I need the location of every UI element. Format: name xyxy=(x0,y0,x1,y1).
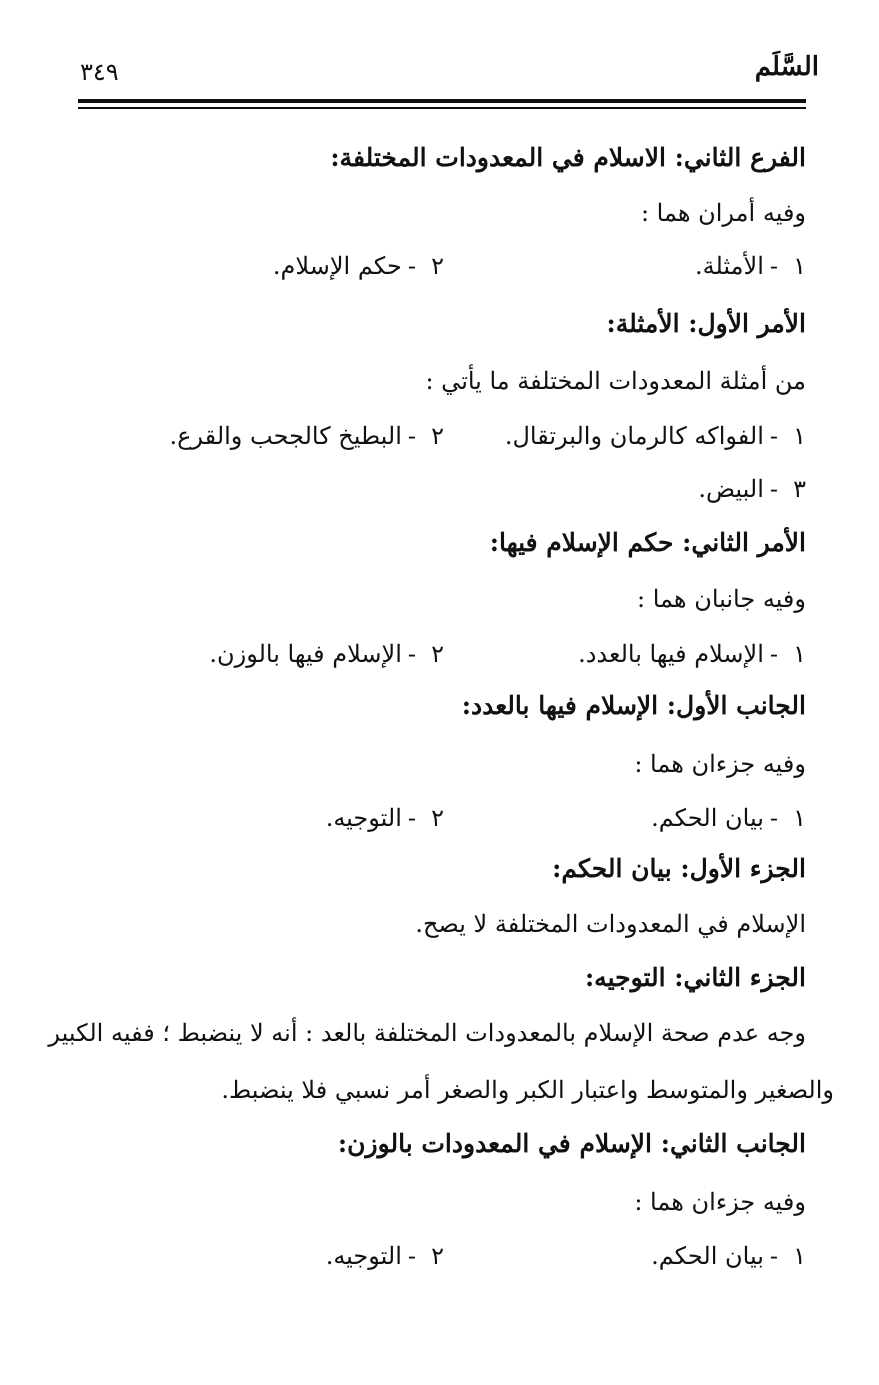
list-number: ١ xyxy=(793,640,806,668)
list-number: ٢ xyxy=(431,804,444,832)
list-text: حكم الإسلام. xyxy=(272,252,402,280)
enumeration-row xyxy=(150,801,806,835)
paragraph: من أمثلة المعدودات المختلفة ما يأتي : xyxy=(425,367,806,395)
list-item: ١-الأمثلة. xyxy=(695,249,806,283)
enumeration-row xyxy=(150,249,806,283)
header-rule-thick xyxy=(78,99,806,103)
paragraph: وفيه جزءان هما : xyxy=(634,750,806,778)
list-item: ١-بيان الحكم. xyxy=(651,1239,806,1273)
paragraph-line: وجه عدم صحة الإسلام بالمعدودات المختلفة بالعد : أنه لا ينضبط ؛ ففيه الكبير xyxy=(48,1019,806,1047)
enumeration-row xyxy=(150,637,806,671)
list-number: ٢ xyxy=(431,422,444,450)
heading-subsection: الأمر الأول: الأمثلة: xyxy=(606,309,806,338)
list-text: البيض. xyxy=(698,475,764,503)
list-text: بيان الحكم. xyxy=(651,1242,764,1270)
running-header-title: السَّلَم xyxy=(754,52,819,82)
list-number: ٢ xyxy=(431,1242,444,1270)
heading-subsection: الجزء الثاني: التوجيه: xyxy=(584,963,806,992)
list-item: ١-الفواكه كالرمان والبرتقال. xyxy=(505,419,806,453)
paragraph: الإسلام في المعدودات المختلفة لا يصح. xyxy=(415,910,806,938)
enumeration-row xyxy=(150,419,806,453)
heading-subsection: الجزء الأول: بيان الحكم: xyxy=(552,854,806,883)
list-item: ٣-البيض. xyxy=(698,472,806,506)
list-number: ١ xyxy=(793,1242,806,1270)
paragraph-line: والصغير والمتوسط واعتبار الكبر والصغر أمر نسبي فلا ينضبط. xyxy=(221,1076,834,1104)
list-item: ٢-حكم الإسلام. xyxy=(273,249,444,283)
list-text: الإسلام فيها بالوزن. xyxy=(209,640,402,668)
paragraph: وفيه أمران هما : xyxy=(640,199,806,227)
list-item: ٢-التوجيه. xyxy=(326,1239,444,1273)
heading-subsection: الأمر الثاني: حكم الإسلام فيها: xyxy=(489,528,806,557)
paragraph: وفيه جزءان هما : xyxy=(634,1188,806,1216)
enumeration-row xyxy=(150,472,806,506)
heading-subsection: الجانب الثاني: الإسلام في المعدودات بالوزن: xyxy=(337,1129,806,1158)
header-rule-thin xyxy=(78,107,806,109)
list-item: ٢-التوجيه. xyxy=(326,801,444,835)
list-text: الأمثلة. xyxy=(694,252,764,280)
list-item: ١-بيان الحكم. xyxy=(651,801,806,835)
list-number: ١ xyxy=(793,422,806,450)
list-number: ٣ xyxy=(793,475,806,503)
list-text: الفواكه كالرمان والبرتقال. xyxy=(504,422,764,450)
list-text: التوجيه. xyxy=(325,804,402,832)
list-item: ٢-البطيخ كالجحب والقرع. xyxy=(169,419,444,453)
heading-subsection: الجانب الأول: الإسلام فيها بالعدد: xyxy=(461,691,806,720)
enumeration-row xyxy=(150,1239,806,1273)
paragraph: وفيه جانبان هما : xyxy=(637,585,806,613)
list-number: ١ xyxy=(793,252,806,280)
list-text: الإسلام فيها بالعدد. xyxy=(578,640,764,668)
list-text: البطيخ كالجحب والقرع. xyxy=(169,422,402,450)
list-text: بيان الحكم. xyxy=(651,804,764,832)
page-number: ٣٤٩ xyxy=(80,58,119,86)
list-number: ٢ xyxy=(431,252,444,280)
list-item: ٢-الإسلام فيها بالوزن. xyxy=(209,637,444,671)
heading-section: الفرع الثاني: الاسلام في المعدودات المختلفة: xyxy=(330,143,806,172)
list-number: ٢ xyxy=(431,640,444,668)
list-text: التوجيه. xyxy=(325,1242,402,1270)
list-number: ١ xyxy=(793,804,806,832)
list-item: ١-الإسلام فيها بالعدد. xyxy=(578,637,806,671)
